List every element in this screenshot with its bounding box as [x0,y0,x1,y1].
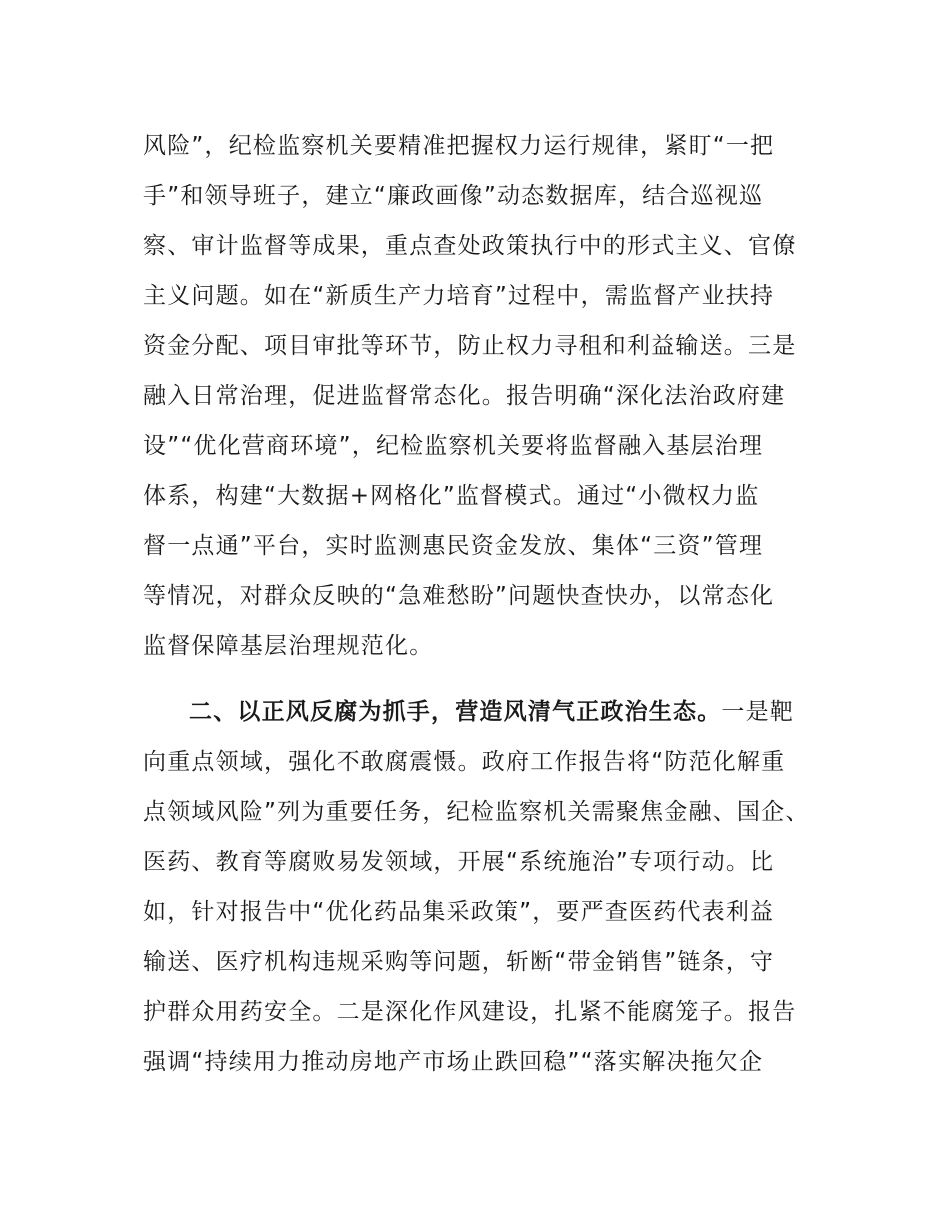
paragraph-1-line-4: 主义问题。如在“新质生产力培育”过程中，需监督产业扶持 [143,283,775,309]
paragraph-1-line-9: 督一点通”平台，实时监测惠民资金发放、集体“三资”管理 [143,533,764,559]
section-2-first-line [189,697,794,727]
paragraph-1-line-2: 手”和领导班子，建立“廉政画像”动态数据库，结合巡视巡 [143,183,764,209]
paragraph-2-line-8: 强调“持续用力推动房地产市场止跌回稳”“落实解决拖欠企 [143,1049,764,1075]
section-2-heading-continuation: 一是靶 [721,699,795,725]
section-2-heading: 二、以正风反腐为抓手，营造风清气正政治生态。 [189,699,722,725]
paragraph-1-line-1: 风险”，纪检监察机关要精准把握权力运行规律，紧盯“一把 [143,133,775,159]
paragraph-1-line-5: 资金分配、项目审批等环节，防止权力寻租和利益输送。三是 [143,333,797,359]
paragraph-1-line-7: 设”“优化营商环境”，纪检监察机关要将监督融入基层治理 [143,433,764,459]
paragraph-2-line-5: 如，针对报告中“优化药品集采政策”，要严查医药代表利益 [143,899,775,925]
paragraph-2-line-7: 护群众用药安全。二是深化作风建设，扎紧不能腐笼子。报告 [143,999,797,1025]
paragraph-1-line-8: 体系，构建“大数据+网格化”监督模式。通过“小微权力监 [143,483,760,509]
paragraph-1-line-10: 等情况，对群众反映的“急难愁盼”问题快查快办，以常态化 [143,583,775,609]
paragraph-1-line-3: 察、审计监督等成果，重点查处政策执行中的形式主义、官僚 [143,233,797,259]
paragraph-1-line-6: 融入日常治理，促进监督常态化。报告明确“深化法治政府建 [143,383,786,409]
paragraph-2-line-2: 向重点领域，强化不敢腐震慑。政府工作报告将“防范化解重 [143,749,786,775]
paragraph-2-line-6: 输送、医疗机构违规采购等问题，斩断“带金销售”链条，守 [143,949,775,975]
paragraph-2-line-4: 医药、教育等腐败易发领域，开展“系统施治”专项行动。比 [143,849,775,875]
paragraph-1-line-11: 监督保障基层治理规范化。 [143,633,434,659]
paragraph-2-line-3: 点领域风险”列为重要任务，纪检监察机关需聚焦金融、国企、 [143,799,810,825]
